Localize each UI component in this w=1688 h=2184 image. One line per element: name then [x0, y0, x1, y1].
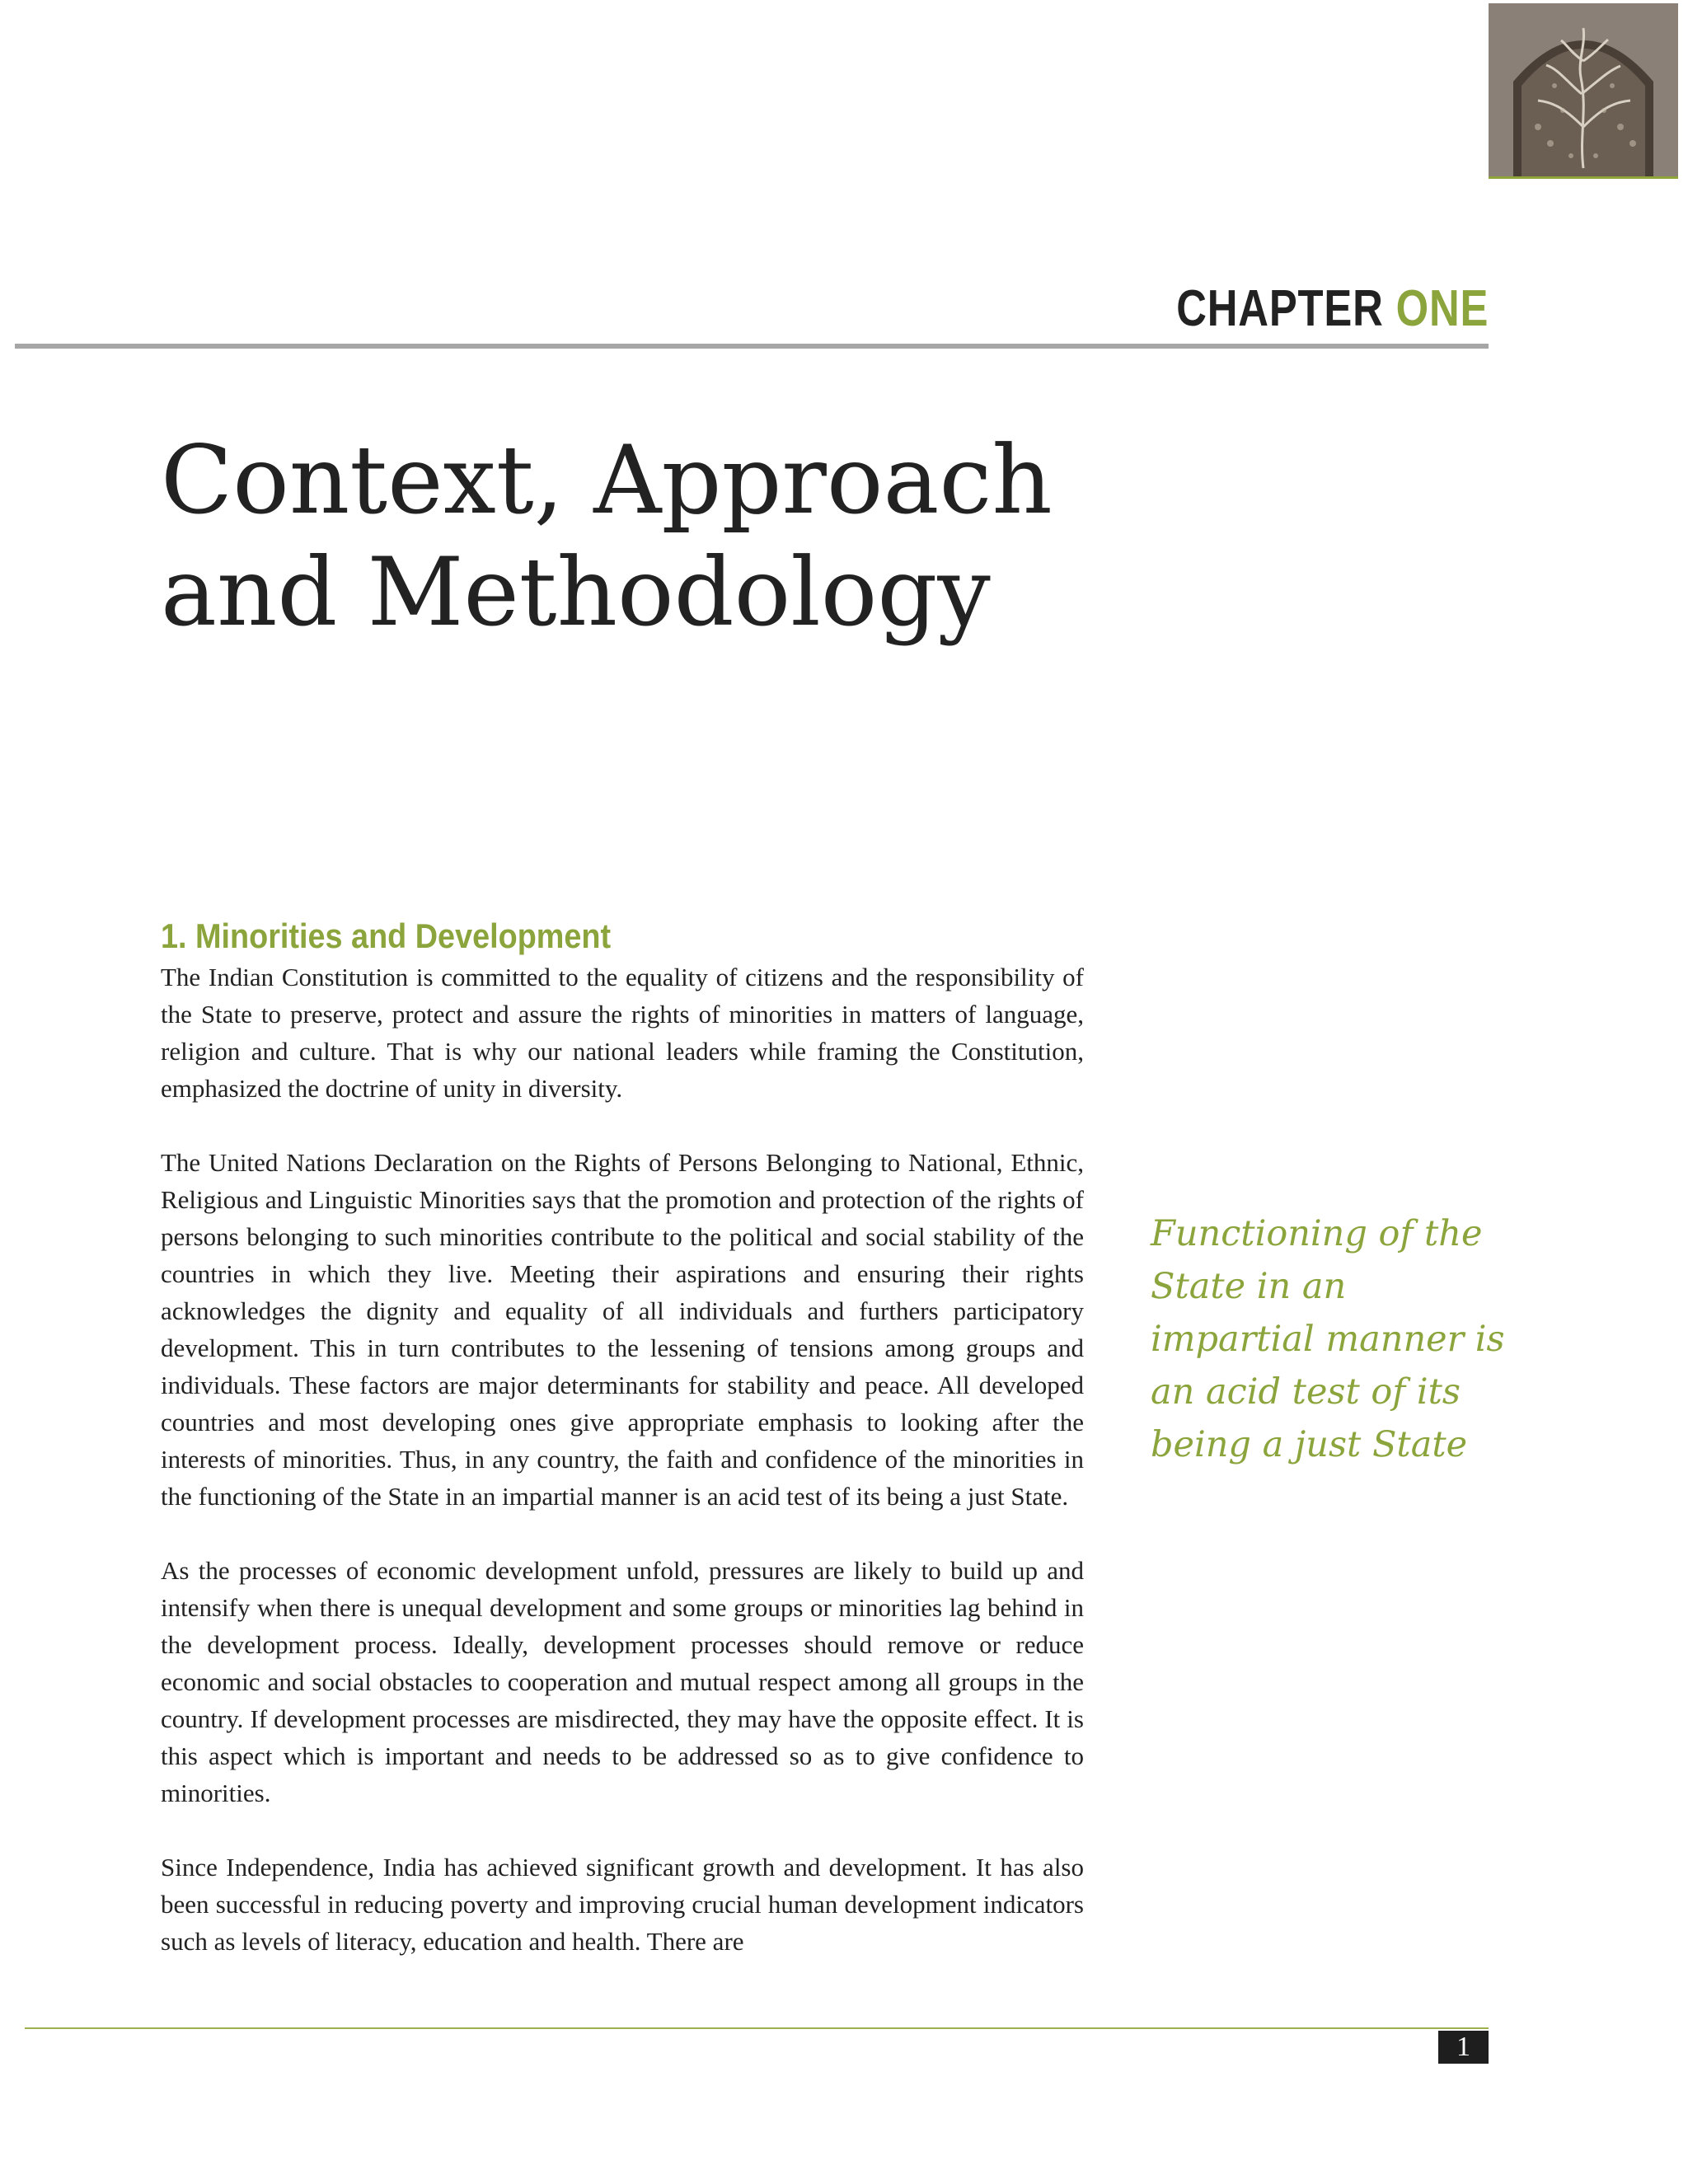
chapter-word: CHAPTER — [1175, 280, 1384, 337]
chapter-label — [1176, 280, 1489, 338]
chapter-number: ONE — [1395, 280, 1489, 337]
pull-quote — [1151, 1207, 1505, 1471]
chapter-title-line-1: Context, Approach — [161, 425, 1053, 535]
pull-quote-line: State in an — [1151, 1266, 1347, 1307]
pull-quote-line: impartial manner is — [1151, 1319, 1505, 1360]
pull-quote-line: Functioning of the — [1151, 1213, 1483, 1254]
section-heading: 1. Minorities and Development — [161, 916, 612, 955]
chapter-title-line-2: and Methodology — [161, 537, 991, 647]
chapter-title — [161, 424, 1067, 649]
carved-stone-window-lattice-icon — [1489, 3, 1678, 179]
paragraph: As the processes of economic development unfold, pressures are likely to build up and intensify when there is unequal development and some groups or minorities lag behind in the development process. Ideally, development processes should remove or reduce economic and social obstacles to cooperation and mutual respect among all groups in the country. If development processes are misdirected, they may have the opposite effect. It is this aspect which is important and needs to be addressed so as to give confidence to minorities. — [161, 1556, 1084, 1807]
pull-quote-line: an acid test of its — [1151, 1371, 1461, 1413]
paragraph: The Indian Constitution is committed to the equality of citizens and the responsibility of the State to preserve, protect and assure the rights of minorities in matters of language, religion and culture. That is why our national leaders while framing the Constitution, emphasized the doctrine of unity in diversity. — [161, 963, 1084, 1103]
page-number: 1 — [1438, 2031, 1489, 2064]
body-text — [161, 958, 1084, 1997]
paragraph: Since Independence, India has achieved significant growth and development. It has also been successful in reducing poverty and improving crucial human development indicators such as levels of literacy, education and health. There are — [161, 1853, 1084, 1956]
footer-divider — [25, 2027, 1489, 2029]
header-divider — [15, 344, 1489, 349]
paragraph: The United Nations Declaration on the Rights of Persons Belonging to National, Ethnic, Religious and Linguistic Minorities says that the promotion and protection of the rights of persons belonging to such minorities contribute to the political and social stability of the countries in which they live. Meeting their aspirations and ensuring their rights acknowledges the dignity and equality of all individuals and furthers participatory development. This in turn contributes to the lessening of tensions among groups and individuals. These factors are major determinants for stability and peace. All developed countries and most developing ones give appropriate emphasis to looking after the interests of minorities. Thus, in any country, the faith and confidence of the minorities in the functioning of the State in an impartial manner is an acid test of its being a just State. — [161, 1148, 1084, 1511]
pull-quote-line: being a just State — [1151, 1424, 1468, 1465]
